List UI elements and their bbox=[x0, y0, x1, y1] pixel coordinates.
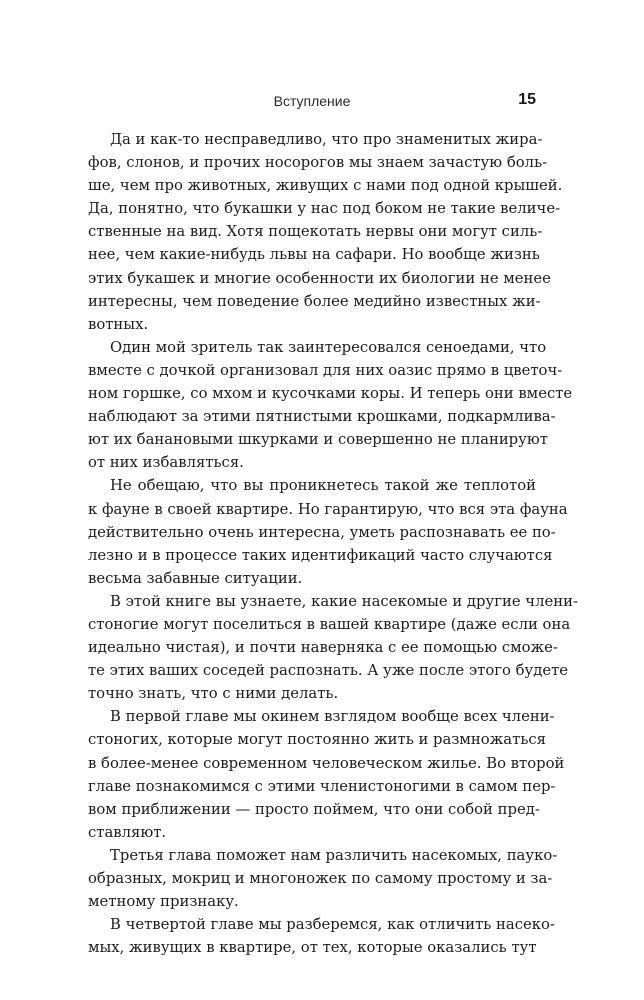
body-text bbox=[88, 128, 578, 959]
text-line: вотных. bbox=[88, 315, 149, 333]
paragraph bbox=[88, 913, 555, 959]
text-line: ставляют. bbox=[88, 823, 167, 841]
text-line: лезно и в процессе таких идентификаций часто случаются bbox=[88, 546, 553, 564]
section-title: Вступление bbox=[273, 93, 351, 109]
text-line: Да, понятно, что букашки у нас под боком не такие величе- bbox=[88, 200, 561, 218]
text-line: главе познакомимся с этими членистоногими в самом пер- bbox=[88, 777, 556, 795]
text-line: Не обещаю, что вы проникнетесь такой же теплотой bbox=[110, 477, 536, 495]
paragraph bbox=[88, 705, 565, 844]
paragraph bbox=[88, 336, 573, 475]
text-line: В четвертой главе мы разберемся, как отличить насеко- bbox=[110, 916, 555, 934]
text-line: В этой книге вы узнаете, какие насекомые и другие члени- bbox=[110, 592, 578, 610]
text-line: интересны, чем поведение более медийно известных жи- bbox=[88, 292, 541, 310]
running-header bbox=[88, 91, 536, 113]
text-line: образных, мокриц и многоножек по самому простому и за- bbox=[88, 870, 553, 887]
text-line: стоногие могут поселиться в вашей квартире (даже если она bbox=[88, 615, 571, 633]
text-line: вом приближении — просто поймем, что они собой пред- bbox=[88, 800, 540, 818]
text-line: точно знать, что с ними делать. bbox=[88, 685, 339, 703]
text-line: нее, чем какие-нибудь львы на сафари. Но вообще жизнь bbox=[88, 246, 540, 264]
text-line: действительно очень интересна, уметь распознавать ее по- bbox=[88, 523, 556, 541]
text-line: Да и как-то несправедливо, что про знаменитых жира- bbox=[110, 131, 543, 148]
paragraph bbox=[88, 474, 568, 589]
text-line: ственные на вид. Хотя пощекотать нервы они могут силь- bbox=[88, 223, 543, 241]
text-line: от них избавляться. bbox=[88, 454, 244, 472]
text-line: идеально чистая), и почти наверняка с ее помощью сможе- bbox=[88, 639, 558, 657]
text-line: фов, слонов, и прочих носорогов мы знаем зачастую боль- bbox=[88, 154, 548, 172]
paragraph bbox=[88, 590, 578, 705]
text-line: вместе с дочкой организовал для них оазис прямо в цветоч- bbox=[88, 361, 563, 379]
paragraph bbox=[88, 128, 563, 336]
text-line: в более-менее современном человеческом жилье. Во второй bbox=[88, 754, 565, 772]
text-line: этих букашек и многие особенности их биологии не менее bbox=[88, 269, 551, 287]
text-line: В первой главе мы окинем взглядом вообще всех члени- bbox=[110, 708, 555, 726]
text-line: ном горшке, со мхом и кусочками коры. И теперь они вместе bbox=[88, 385, 573, 403]
text-line: к фауне в своей квартире. Но гарантирую, что вся эта фауна bbox=[88, 500, 568, 518]
text-line: ют их банановыми шкурками и совершенно не планируют bbox=[88, 431, 548, 449]
text-line: Третья глава поможет нам различить насекомых, пауко- bbox=[110, 846, 558, 864]
text-line: Один мой зритель так заинтересовался сеноедами, что bbox=[110, 338, 547, 356]
text-line: метному признаку. bbox=[88, 893, 239, 911]
text-line: мых, живущих в квартире, от тех, которые оказались тут bbox=[88, 939, 537, 957]
paragraph bbox=[88, 844, 558, 913]
text-line: стоногих, которые могут постоянно жить и размножаться bbox=[88, 731, 546, 749]
page-number: 15 bbox=[518, 91, 536, 108]
text-line: весьма забавные ситуации. bbox=[88, 569, 303, 587]
text-line: ше, чем про животных, живущих с нами под одной крышей. bbox=[88, 177, 563, 195]
text-line: наблюдают за этими пятнистыми крошками, подкармлива- bbox=[88, 408, 556, 426]
text-line: те этих ваших соседей распознать. А уже после этого будете bbox=[88, 662, 569, 680]
